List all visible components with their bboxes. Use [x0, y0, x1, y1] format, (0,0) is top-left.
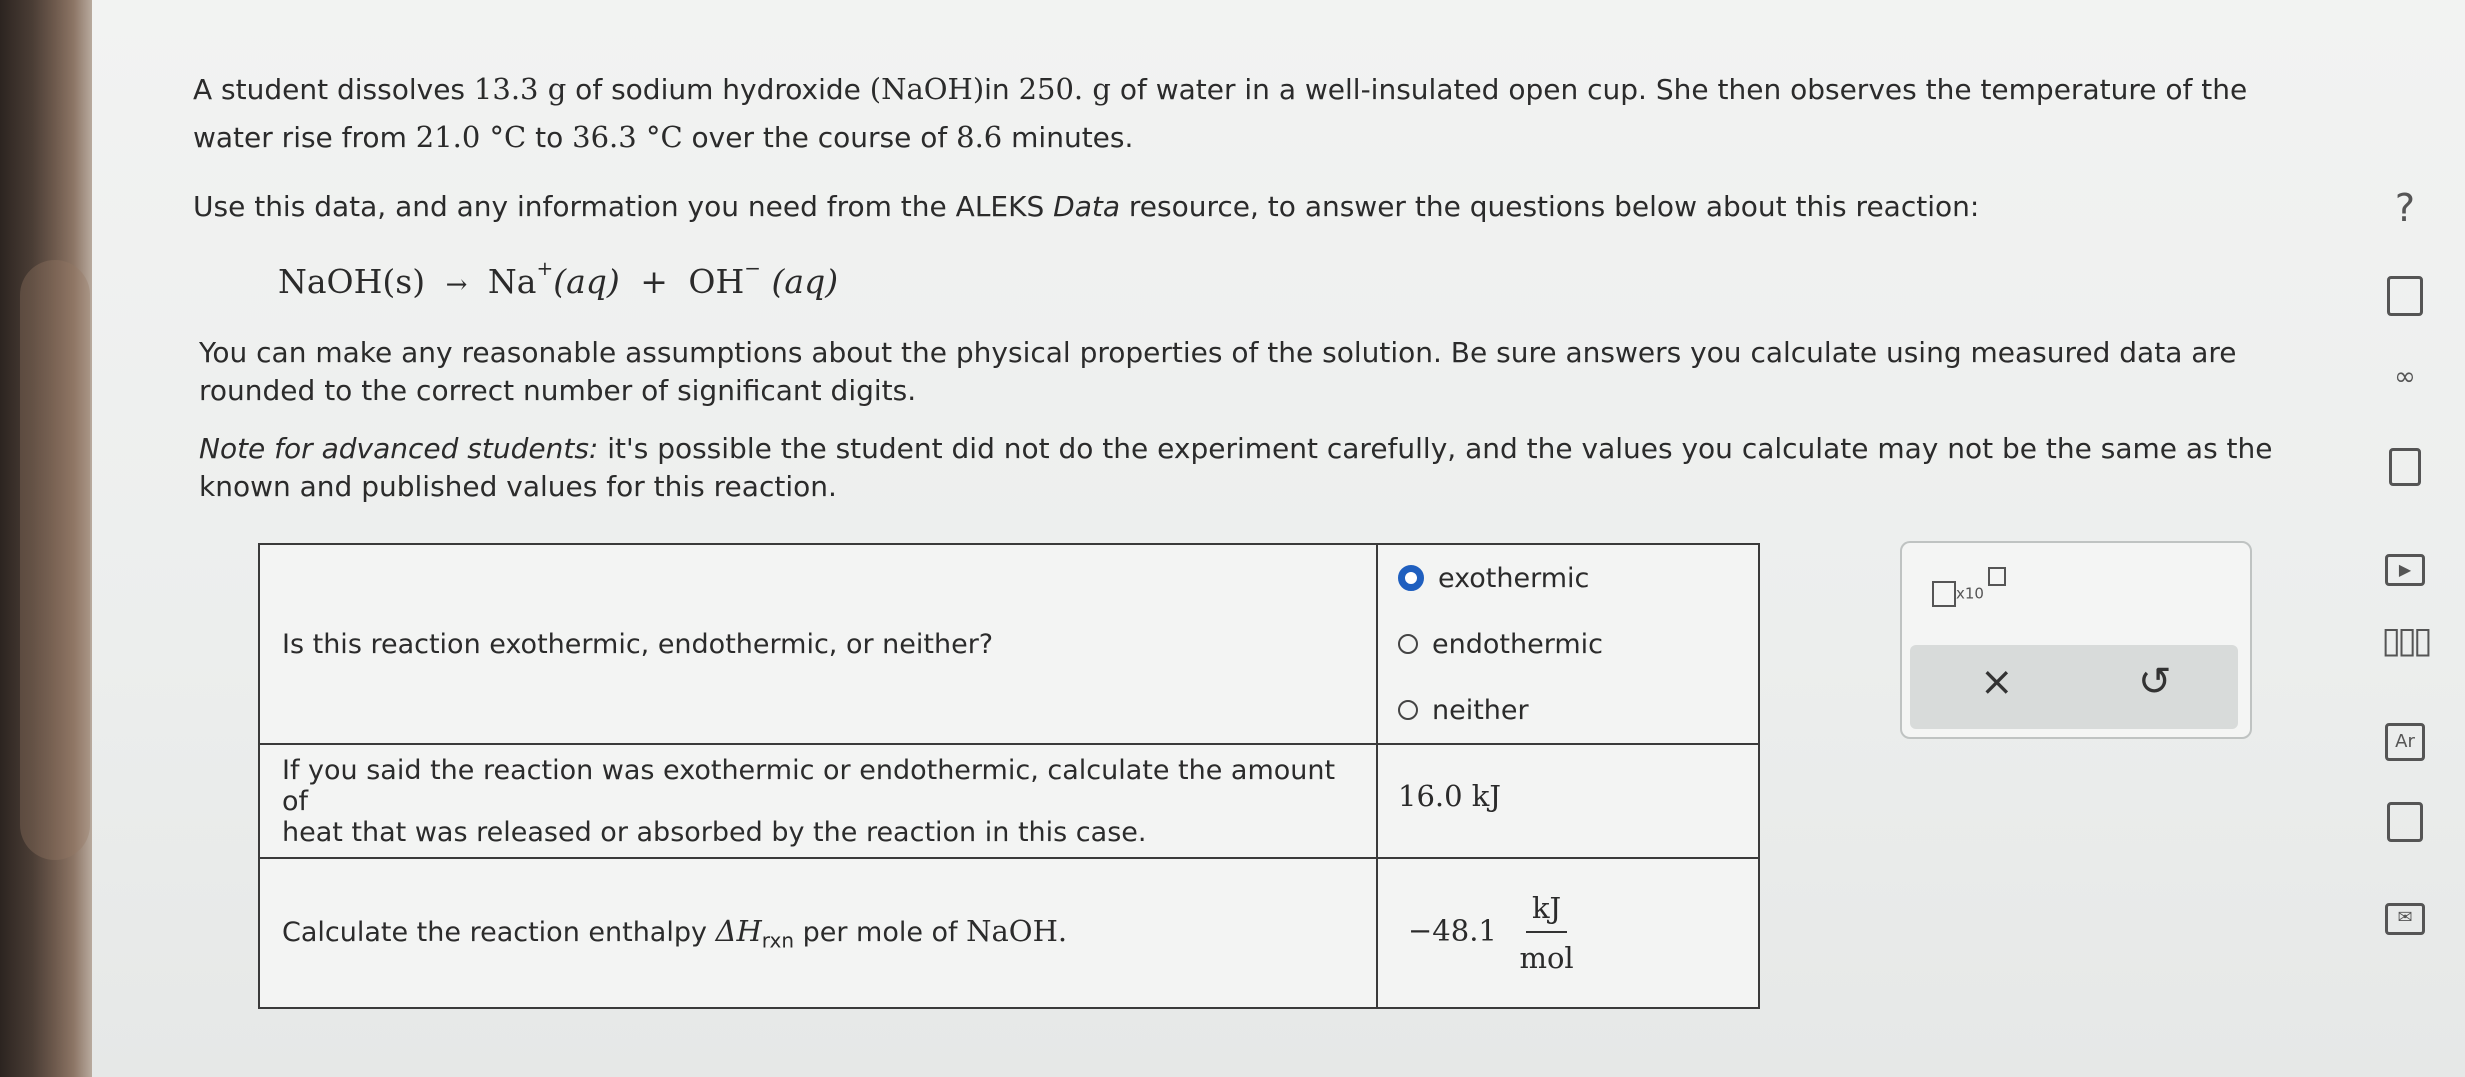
background-edge — [0, 0, 92, 1077]
question-1: Is this reaction exothermic, endothermic, or neither? — [259, 544, 1377, 744]
note-line-1: Note for advanced students: it's possible the student did not do the experiment carefully, and the values you calculate may not be the same as the — [199, 432, 2273, 465]
option-exothermic[interactable]: exothermic — [1398, 545, 1738, 611]
exponent-box-icon — [1988, 567, 2006, 586]
base-box-icon — [1932, 581, 1956, 607]
periodic-table-icon[interactable]: Ar — [2375, 716, 2435, 761]
answer-3-enthalpy[interactable]: −48.1 $\frac{kJ}{\text{mol}}$ — [1377, 858, 1759, 1008]
answer-tools-panel — [1900, 541, 2252, 739]
mail-icon[interactable]: ✉ — [2375, 892, 2435, 935]
problem-line-2: water rise from 21.0 °C to 36.3 °C over the course of 8.6 minutes. — [193, 120, 1134, 154]
tool-button-bar — [1910, 645, 2238, 729]
link-icon[interactable]: ∞ — [2394, 362, 2416, 392]
reaction-equation: NaOH(s) → Na+(aq) + OH− (aq) — [278, 256, 839, 301]
help-button[interactable]: ? — [2394, 186, 2416, 230]
undo-button[interactable]: ↺ — [2138, 659, 2172, 705]
problem-line-1: A student dissolves 13.3 g of sodium hydroxide (NaOH)in 250. g of water in a well-insulated open cup. She then observes the temperature of the — [193, 72, 2248, 106]
radio-selected-icon[interactable] — [1398, 565, 1424, 591]
assumptions-line-1: You can make any reasonable assumptions about the physical properties of the solution. Be sure answers you calculate using measured data are — [199, 336, 2237, 369]
scientific-notation-button[interactable]: x10 — [1932, 581, 1984, 607]
answer-1-options — [1377, 544, 1759, 744]
document-search-icon[interactable] — [2375, 448, 2435, 495]
question-2: If you said the reaction was exothermic or endothermic, calculate the amount of heat that was released or absorbed by the reaction in this case. — [259, 744, 1377, 858]
clear-button[interactable]: × — [1980, 659, 2014, 705]
note-line-2: known and published values for this reaction. — [199, 470, 837, 503]
option-endothermic[interactable]: endothermic — [1398, 611, 1738, 677]
radio-icon[interactable] — [1398, 634, 1418, 654]
instruction-text: Use this data, and any information you need from the ALEKS Data resource, to answer the questions below about this reaction: — [193, 190, 1980, 223]
aleks-question-screen — [92, 0, 2465, 1077]
answer-2-heat[interactable]: 16.0 kJ — [1377, 744, 1759, 858]
assumptions-line-2: rounded to the correct number of significant digits. — [199, 374, 917, 407]
video-icon[interactable]: ▶ — [2375, 544, 2435, 586]
answer-table — [258, 543, 1760, 1009]
calculator-icon[interactable] — [2375, 276, 2435, 325]
option-neither[interactable]: neither — [1398, 677, 1738, 743]
question-3: Calculate the reaction enthalpy $\Delta H_{rxn}$ per mole of NaOH. — [259, 858, 1377, 1008]
chart-icon[interactable]: ▯▯▯ — [2381, 620, 2429, 661]
data-table-icon[interactable] — [2375, 802, 2435, 851]
radio-icon[interactable] — [1398, 700, 1418, 720]
units-fraction: $\frac{kJ}{\text{mol}}$ — [1519, 891, 1574, 975]
